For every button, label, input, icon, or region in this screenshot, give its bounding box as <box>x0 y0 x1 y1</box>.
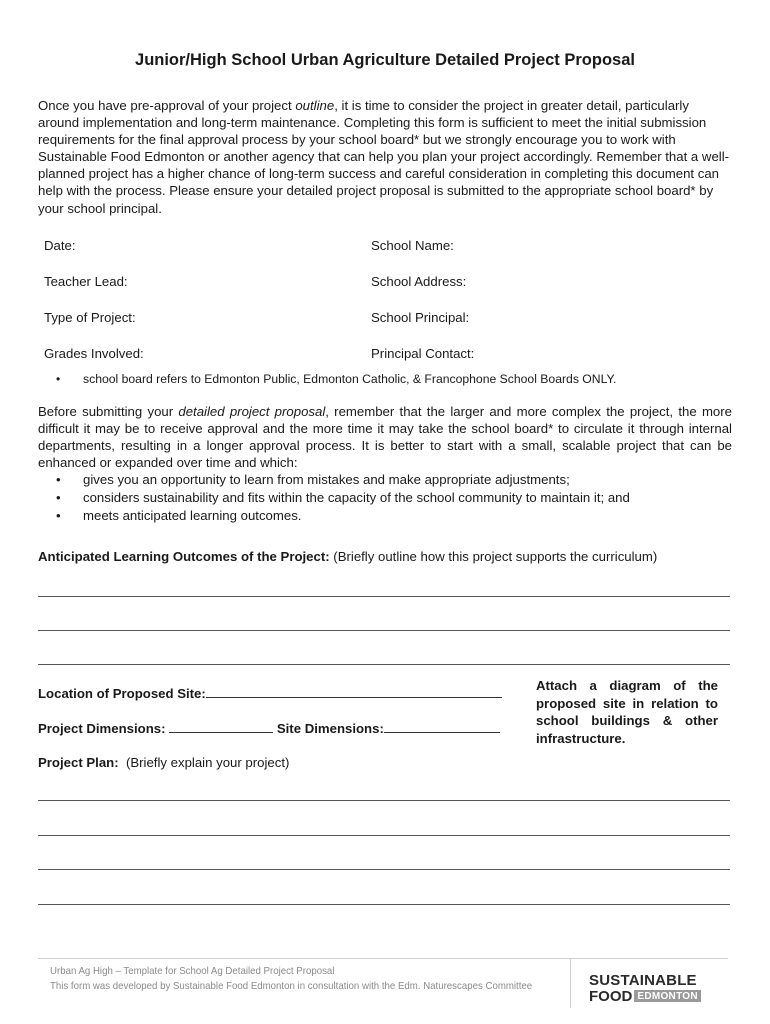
principal-contact-label: Principal Contact: <box>371 346 475 361</box>
intro-paragraph <box>38 97 732 217</box>
submission-paragraph <box>38 403 732 471</box>
location-input-line[interactable] <box>206 685 502 698</box>
plan-label: Project Plan: <box>38 755 119 770</box>
dimensions-row <box>38 720 500 736</box>
logo-sustainable: SUSTAINABLE <box>589 972 697 989</box>
site-dimensions-input-line[interactable] <box>384 720 500 733</box>
grades-involved-label: Grades Involved: <box>44 346 144 361</box>
outcomes-answer-line[interactable] <box>38 664 730 665</box>
para2-italic: detailed project proposal <box>178 404 326 419</box>
bullet-dot: • <box>56 490 61 505</box>
outcomes-answer-line[interactable] <box>38 630 730 631</box>
footer-divider <box>38 958 728 959</box>
outcomes-hint: (Briefly outline how this project supports the curriculum) <box>329 549 658 564</box>
plan-answer-line[interactable] <box>38 904 730 905</box>
school-name-label: School Name: <box>371 238 454 253</box>
footer-line-2: This form was developed by Sustainable Food Edmonton in consultation with the Edm. Naturescapes Committee <box>50 980 533 992</box>
plan-answer-line[interactable] <box>38 800 730 801</box>
teacher-lead-label: Teacher Lead: <box>44 274 128 289</box>
logo-edmonton: EDMONTON <box>634 990 701 1002</box>
outcomes-label: Anticipated Learning Outcomes of the Project: <box>38 549 330 564</box>
plan-answer-line[interactable] <box>38 835 730 836</box>
bullet-dot: • <box>56 472 61 487</box>
logo-food-row <box>589 988 701 1005</box>
bullet-dot: • <box>56 508 61 523</box>
project-dimensions-input-line[interactable] <box>169 720 273 733</box>
outcomes-answer-line[interactable] <box>38 596 730 597</box>
para2-rest: , remember that the larger and more complex the project, the more difficult it may be to receive approval and the more time it may take the school board* to circulate it through internal departments, resulting in a longer approval process. It is better to start with a small, scalable project that can be enhanced or expanded over time and which: <box>38 404 732 471</box>
page-title: Junior/High School Urban Agriculture Detailed Project Proposal <box>135 51 635 69</box>
footnote-bullet: • <box>56 372 61 386</box>
school-address-label: School Address: <box>371 274 467 289</box>
attach-diagram-note: Attach a diagram of the proposed site in relation to school buildings & other infrastructure. <box>536 678 718 746</box>
date-label: Date: <box>44 238 76 253</box>
intro-text-start: Once you have pre-approval of your project <box>38 98 296 113</box>
intro-outline-word: outline <box>295 98 335 113</box>
list-item: meets anticipated learning outcomes. <box>83 508 302 523</box>
location-row <box>38 685 502 701</box>
outcomes-heading <box>38 549 657 564</box>
para2-start: Before submitting your <box>38 404 179 419</box>
logo-food: FOOD <box>589 988 633 1005</box>
project-dimensions-label: Project Dimensions: <box>38 721 170 736</box>
footer-vertical-divider <box>570 958 571 1008</box>
plan-answer-line[interactable] <box>38 869 730 870</box>
list-item: considers sustainability and fits within the capacity of the school community to maintain it; and <box>83 490 630 505</box>
location-label: Location of Proposed Site: <box>38 686 206 701</box>
plan-heading <box>38 755 289 770</box>
list-item: gives you an opportunity to learn from mistakes and make appropriate adjustments; <box>83 472 570 487</box>
site-dimensions-label: Site Dimensions: <box>273 721 384 736</box>
school-principal-label: School Principal: <box>371 310 470 325</box>
footer-line-1: Urban Ag High – Template for School Ag Detailed Project Proposal <box>50 965 335 977</box>
plan-hint: (Briefly explain your project) <box>118 755 290 770</box>
intro-text-rest: , it is time to consider the project in greater detail, particularly around implementation and long-term maintenance. Completing this form is sufficient to meet the initial submission requirements for the final approval process by your school board* but we strongly encourage you to work with Sustainable Food Edmonton or another agency that can help you plan your project accordingly. Remember that a well-planned project has a higher chance of long-term success and careful consideration in completing this document can help with the process. Please ensure your detailed project proposal is submitted to the appropriate school board* by your school principal. <box>38 98 730 216</box>
footnote-text: school board refers to Edmonton Public, Edmonton Catholic, & Francophone School Boards ONLY. <box>83 372 617 386</box>
type-of-project-label: Type of Project: <box>44 310 136 325</box>
